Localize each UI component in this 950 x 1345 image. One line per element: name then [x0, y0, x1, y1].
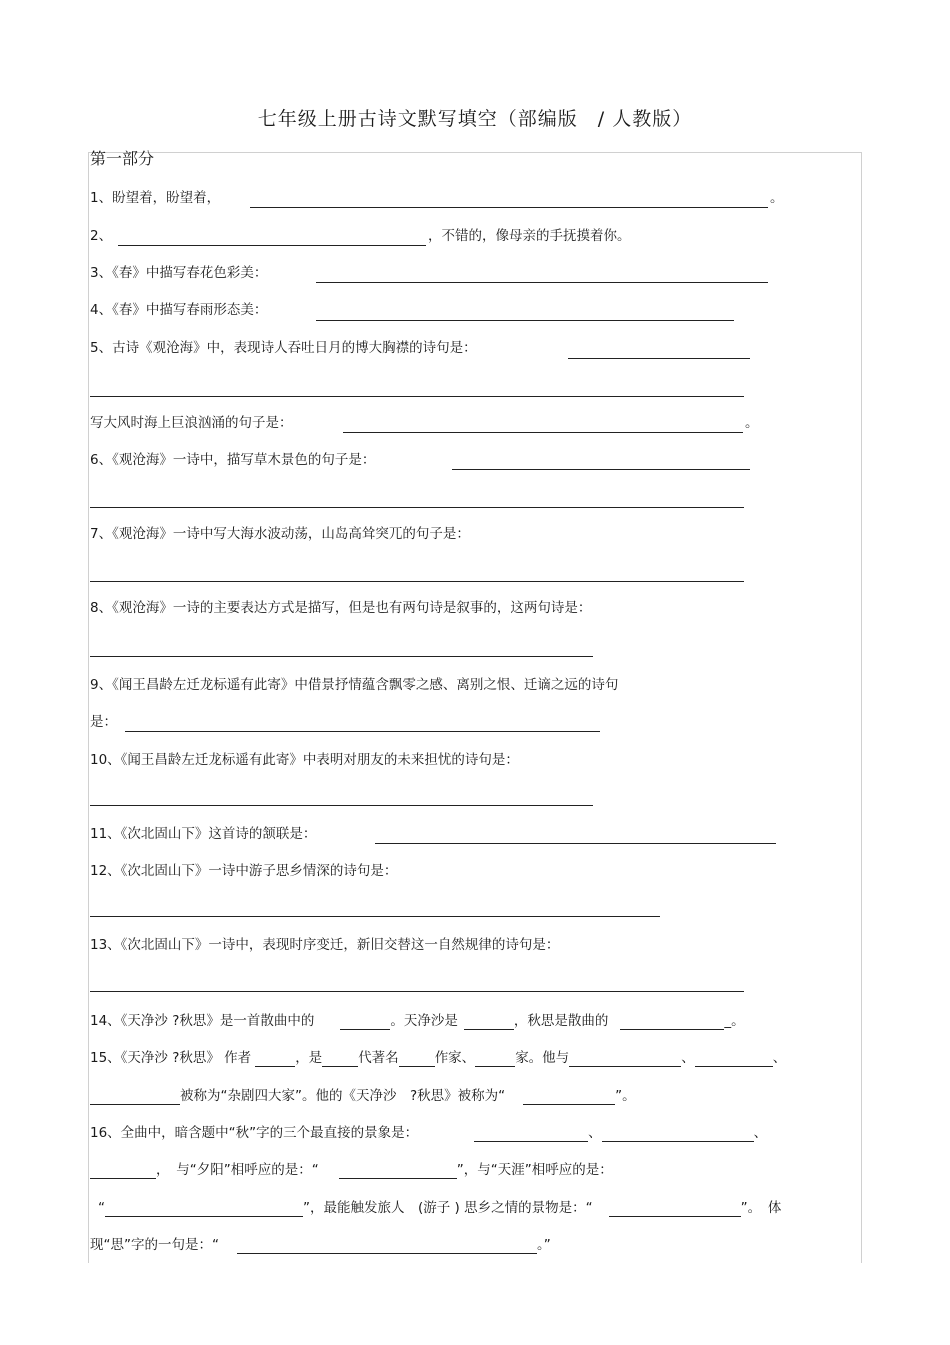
- answer-blank-14b[interactable]: [464, 1015, 514, 1030]
- answer-blank-16f[interactable]: [609, 1202, 741, 1217]
- answer-blank-16e[interactable]: [105, 1202, 303, 1217]
- answer-blank-14a[interactable]: [340, 1015, 390, 1030]
- question-16: 16、全曲中，暗含题中“秋”字的三个最直接的景象是： 、 、: [90, 1125, 768, 1141]
- answer-blank-5c[interactable]: [343, 432, 743, 433]
- question-5: 5、古诗《观沧海》中，表现诗人吞吐日月的博大胸襟的诗句是：: [90, 340, 477, 356]
- answer-blank-15c[interactable]: [399, 1052, 435, 1067]
- question-16-part2: ， 与“夕阳”相呼应的是：“ ”，与“天涯”相呼应的是：: [90, 1161, 613, 1179]
- question-2-number: 2、: [90, 228, 113, 244]
- answer-blank-14c[interactable]: [620, 1015, 724, 1030]
- answer-blank-3[interactable]: [316, 282, 768, 283]
- answer-blank-5a[interactable]: [568, 358, 750, 359]
- question-5-part2: 写大风时海上巨浪汹涌的句子是：: [90, 415, 293, 431]
- answer-blank-15d[interactable]: [475, 1052, 515, 1067]
- question-6: 6、《观沧海》一诗中，描写草木景色的句子是：: [90, 452, 376, 468]
- answer-blank-15e[interactable]: [569, 1052, 681, 1067]
- question-13: 13、《次北固山下》一诗中，表现时序变迁，新旧交替这一自然规律的诗句是：: [90, 937, 560, 953]
- answer-blank-8[interactable]: [90, 656, 593, 657]
- answer-blank-1[interactable]: [250, 207, 768, 208]
- answer-blank-9[interactable]: [125, 731, 600, 732]
- answer-blank-2[interactable]: [118, 245, 426, 246]
- page-title: 七年级上册古诗文默写填空（部编版 / 人教版）: [257, 108, 693, 130]
- question-15: 15、《天净沙 ?秋思》 作者 ，是 代著名 作家、 家。他与 、 、: [90, 1050, 787, 1066]
- answer-blank-6b[interactable]: [90, 507, 744, 508]
- answer-blank-10[interactable]: [90, 805, 593, 806]
- question-16-part4: 现“思”字的一句是：“ 。”: [90, 1237, 551, 1253]
- question-1: 1、盼望着，盼望着，: [90, 190, 221, 206]
- question-9-part2: 是：: [90, 714, 117, 730]
- question-7: 7、《观沧海》一诗中写大海水波动荡，山岛高耸突兀的句子是：: [90, 526, 470, 542]
- answer-blank-16c[interactable]: [90, 1164, 156, 1179]
- question-1-end: 。: [770, 190, 784, 206]
- question-16-part3: “ ”，最能触发旅人 (游子 ) 思乡之情的景物是：“ ”。 体: [98, 1200, 782, 1216]
- question-9: 9、《闻王昌龄左迁龙标遥有此寄》中借景抒情蕴含飘零之感、离别之恨、迁谪之远的诗句: [90, 677, 619, 693]
- answer-blank-6a[interactable]: [452, 469, 750, 470]
- question-3: 3、《春》中描写春花色彩美：: [90, 265, 268, 281]
- answer-blank-7[interactable]: [90, 581, 744, 582]
- answer-blank-16d[interactable]: [339, 1164, 457, 1179]
- answer-blank-12[interactable]: [90, 916, 660, 917]
- answer-blank-15b[interactable]: [322, 1052, 358, 1067]
- question-8: 8、《观沧海》一诗的主要表达方式是描写，但是也有两句诗是叙事的，这两句诗是：: [90, 600, 592, 616]
- question-10: 10、《闻王昌龄左迁龙标遥有此寄》中表明对朋友的未来担忧的诗句是：: [90, 752, 519, 768]
- question-14: 14、《天净沙 ?秋思》是一首散曲中的 。天净沙是 ，秋思是散曲的 _。: [90, 1013, 745, 1029]
- question-12: 12、《次北固山下》一诗中游子思乡情深的诗句是：: [90, 863, 398, 879]
- answer-blank-13[interactable]: [90, 991, 744, 992]
- answer-blank-15g[interactable]: [90, 1090, 180, 1105]
- answer-blank-15a[interactable]: [255, 1052, 295, 1067]
- answer-blank-15h[interactable]: [523, 1090, 615, 1105]
- answer-blank-11[interactable]: [375, 843, 776, 844]
- question-5-end: 。: [745, 415, 759, 431]
- answer-blank-15f[interactable]: [695, 1052, 773, 1067]
- question-11: 11、《次北固山下》这首诗的颔联是：: [90, 826, 317, 842]
- answer-blank-5b[interactable]: [90, 396, 744, 397]
- question-15-part2: 被称为“杂剧四大家”。他的《天净沙 ?秋思》被称为“ ”。: [90, 1087, 636, 1105]
- question-2-text: ，不错的，像母亲的手抚摸着你。: [428, 228, 631, 244]
- section-heading: 第一部分: [90, 149, 155, 168]
- answer-blank-16b[interactable]: [602, 1127, 754, 1142]
- answer-blank-16a[interactable]: [474, 1127, 588, 1142]
- question-4: 4、《春》中描写春雨形态美：: [90, 302, 268, 318]
- answer-blank-16g[interactable]: [237, 1239, 537, 1254]
- answer-blank-4[interactable]: [316, 320, 734, 321]
